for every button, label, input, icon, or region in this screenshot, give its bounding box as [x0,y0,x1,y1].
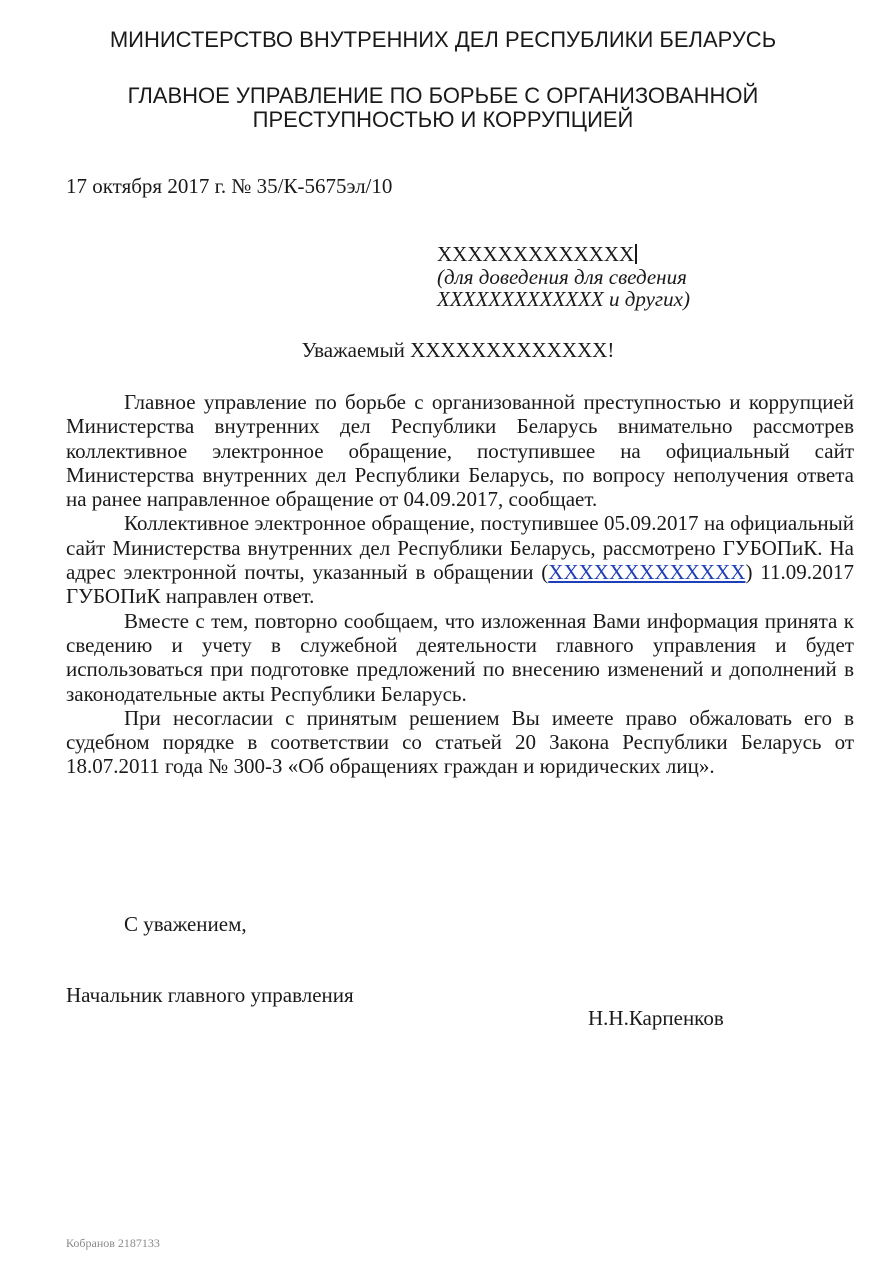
paragraph-4: При несогласии с принятым решением Вы имеете право обжаловать его в судебном порядке в соответствии со статьей 20 Закона Республики Беларусь от 18.07.2011 года № 300-З «Об обращениях граждан и юридических лиц». [66,705,854,779]
ministry-title: МИНИСТЕРСТВО ВНУТРЕННИХ ДЕЛ РЕСПУБЛИКИ БЕЛАРУСЬ [109,27,777,52]
department-title-line2: ПРЕСТУПНОСТЬЮ И КОРРУПЦИЕЙ [252,107,634,132]
department-title-line1: ГЛАВНОЕ УПРАВЛЕНИЕ ПО БОРЬБЕ С ОРГАНИЗОВАННОЙ [127,83,759,108]
ministry-heading [0,28,886,52]
recipient-note-line1: (для доведения для сведения [437,265,687,289]
email-link[interactable]: XXXXXXXXXXXXX [548,560,746,585]
signatory-name: Н.Н.Карпенков [588,1006,724,1030]
text-cursor [635,244,637,264]
executor-footer: Кобранов 2187133 [66,1236,160,1250]
reference-number: 17 октября 2017 г. № 35/К-5675эл/10 [66,174,393,198]
paragraph-2-text-start: Коллективное электронное обращение, поступившее 05.09.2017 на официальный сайт Министерства внутренних дел Республики Беларусь, рассмотрено ГУБОПиК. На адрес электронной почты, указанный в обращении ( [66,511,854,585]
signatory-position: Начальник главного управления [66,983,354,1007]
recipient-name: XXXXXXXXXXXXX [437,242,635,266]
paragraph-1: Главное управление по борьбе с организованной преступностью и коррупцией Министерства внутренних дел Республики Беларусь внимательно рассмотрев коллективное электронное обращение, поступившее на официальный сайт Министерства внутренних дел Республики Беларусь, по вопросу неполучения ответа на ранее направленное обращение от 04.09.2017, сообщает. [66,390,854,512]
paragraph-2 [66,511,854,608]
recipient-block [437,242,757,310]
recipient-note-line2: XXXXXXXXXXXXX и других) [437,287,690,311]
salutation: Уважаемый XXXXXXXXXXXXX! [301,338,615,362]
paragraph-2-text-end: ) 11.09.2017 ГУБОПиК направлен ответ. [66,560,854,609]
letter-body [66,390,854,779]
department-heading [0,84,886,132]
paragraph-3: Вместе с тем, повторно сообщаем, что изложенная Вами информация принята к сведению и учету в служебной деятельности главного управления и будет использоваться при подготовке предложений по внесению изменений и дополнений в законодательные акты Республики Беларусь. [66,608,854,706]
closing-phrase: С уважением, [124,912,247,936]
